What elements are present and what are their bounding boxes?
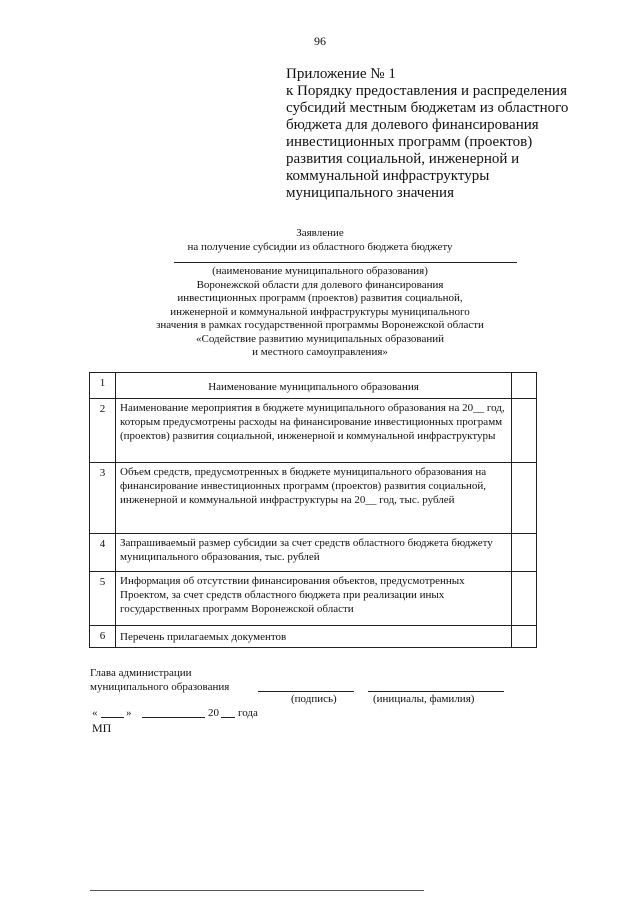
date-month-blank xyxy=(142,717,205,718)
row-value-cell xyxy=(512,534,537,572)
bottom-rule xyxy=(90,890,424,891)
row-number: 6 xyxy=(90,626,116,648)
row-value-cell xyxy=(512,399,537,463)
row-description: Наименование мероприятия в бюджете муниципального образования на 20__ год, которым предусмотрены расходы на финансирование инвестиционных программ (проектов) развития социальной, инженерной и коммунальной инфраструктуры xyxy=(116,399,512,463)
table-row xyxy=(90,463,537,534)
application-body xyxy=(100,265,540,360)
application-table xyxy=(89,372,537,648)
head-title-line1: Глава администрации xyxy=(90,667,192,679)
application-title: Заявление xyxy=(296,227,344,239)
body-line: Воронежской области для долевого финансирования xyxy=(196,278,444,291)
appendix-line: к Порядку предоставления и распределения xyxy=(286,83,567,99)
row-number: 3 xyxy=(90,463,116,534)
row-description: Информация об отсутствии финансирования объектов, предусмотренных Проектом, за счет средств областного бюджета при реализации иных государственных программ Воронежской области xyxy=(116,572,512,626)
row-number: 1 xyxy=(90,373,116,399)
table-row xyxy=(90,399,537,463)
date-year-prefix: 20 xyxy=(208,707,219,719)
municipality-name-blank xyxy=(174,262,517,263)
appendix-header xyxy=(286,66,616,202)
row-value-cell xyxy=(512,572,537,626)
date-close-quote: » xyxy=(126,707,132,719)
date-year-suffix: года xyxy=(238,707,258,719)
body-line: значения в рамках государственной программы Воронежской области xyxy=(156,319,484,331)
initials-caption: (инициалы, фамилия) xyxy=(373,693,475,705)
municipality-name-caption: (наименование муниципального образования) xyxy=(212,265,428,277)
signature-caption: (подпись) xyxy=(291,693,337,705)
body-line: «Содействие развитию муниципальных образований xyxy=(195,332,444,345)
signature-blank xyxy=(258,691,354,692)
body-line: инженерной и коммунальной инфраструктуры муниципального xyxy=(170,305,470,318)
table-row xyxy=(90,534,537,572)
date-year-blank xyxy=(221,717,235,718)
row-value-cell xyxy=(512,626,537,648)
appendix-line: коммунальной инфраструктуры xyxy=(286,168,490,184)
table-row xyxy=(90,572,537,626)
row-description: Запрашиваемый размер субсидии за счет средств областного бюджета бюджету муниципального образования, тыс. рублей xyxy=(116,534,512,572)
appendix-line: инвестиционных программ (проектов) xyxy=(286,134,533,150)
table-row xyxy=(90,626,537,648)
appendix-line: развития социальной, инженерной и xyxy=(286,151,520,167)
appendix-line: муниципального значения xyxy=(286,185,454,201)
page-number: 96 xyxy=(314,34,326,48)
body-line: и местного самоуправления» xyxy=(252,346,388,358)
stamp-mark: МП xyxy=(92,721,112,735)
row-number: 4 xyxy=(90,534,116,572)
initials-blank xyxy=(368,691,504,692)
appendix-line: бюджета для долевого финансирования xyxy=(286,117,539,133)
row-value-cell xyxy=(512,463,537,534)
row-description: Объем средств, предусмотренных в бюджете муниципального образования на финансирование инвестиционных программ (проектов) развития социальной, инженерной и коммунальной инфраструктуры на 20__ год, тыс. рублей xyxy=(116,463,512,534)
table-row xyxy=(90,373,537,399)
appendix-line: Приложение № 1 xyxy=(286,66,396,82)
appendix-line: субсидий местным бюджетам из областного xyxy=(286,100,569,116)
application-subtitle: на получение субсидии из областного бюджета бюджету xyxy=(187,241,453,253)
row-number: 2 xyxy=(90,399,116,463)
row-description: Перечень прилагаемых документов xyxy=(116,626,512,648)
head-title-line2: муниципального образования xyxy=(90,681,230,693)
row-description: Наименование муниципального образования xyxy=(116,373,512,399)
row-number: 5 xyxy=(90,572,116,626)
body-line: инвестиционных программ (проектов) развития социальной, xyxy=(177,292,463,304)
date-day-blank xyxy=(101,717,124,718)
row-value-cell xyxy=(512,373,537,399)
date-open-quote: « xyxy=(92,707,98,719)
